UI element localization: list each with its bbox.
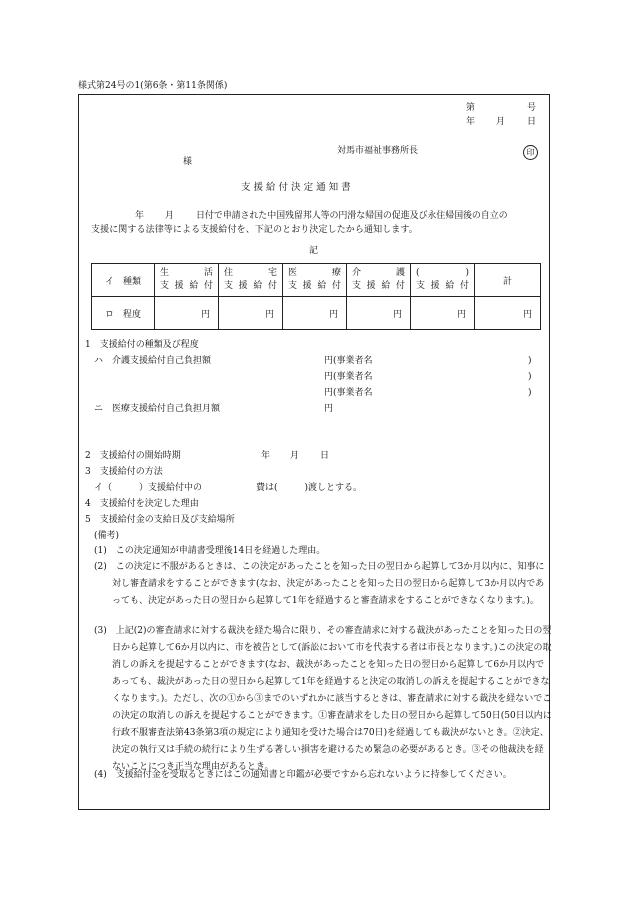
col-bottom: 支援給付 — [416, 281, 469, 291]
yen-cell: 円 — [475, 297, 541, 330]
yen-cell: 円 — [347, 297, 411, 330]
remark-2: (2) この決定に不服があるときは、この決定があったことを知った日の翌日から起算して3か月以内に、知事に対し審査請求をすることができます(なお、決定があったことを知った日の翌日から起算して3か月以内であっても、決定があった日の翌日から起算して1年を経過すると審査請求をすることができなくなります。)。 — [94, 562, 545, 606]
row-label-type: イ 種類 — [92, 264, 155, 297]
yen-cell: 円 — [411, 297, 475, 330]
seal-icon — [523, 145, 538, 160]
provider-close-1: ) — [528, 356, 532, 366]
col-other — [411, 264, 475, 297]
provider-close-2: ) — [528, 372, 532, 382]
section3-method: イ（ ）支援給付中の 費は( )渡しとする。 — [94, 483, 363, 493]
iryo-yen: 円 — [324, 404, 334, 414]
col-top: 生活 — [160, 267, 213, 278]
col-top: 医療 — [288, 267, 341, 278]
section1-heading: 1 支援給付の種類及び程度 — [85, 340, 199, 350]
intro-line1: 日付で申請された中国残留邦人等の円滑な帰国の促進及び永住帰国後の自立の — [196, 211, 508, 221]
remark-3: (3) 上記(2)の審査請求に対する裁決を経た場合に限り、その審査請求に対する裁決があったことを知った日の翌日から起算して6か月以内に、市を被告として(訴訟において市を代表する者は市長となります。)この決定の取消しの訴えを提起することができます(なお、裁決があったことを知った日の翌日から起算して6か月以内であっても、裁決があった日の翌日から起算して1年を経過すると決定の取消しの訴えを提起することができなくなります。)。ただし、次の①から③までのいずれかに該当するときは、審査請求に対する裁決を経ないでこの決定の取消しの訴えを提起することができます。①審査請求をした日の翌日から起算して50日(50日以内に行政不服審査法第43条第3項の規定により通知を受けた場合は70日)を経過しても裁決がないとき。②決定、決定の執行又は手続の続行により生ずる著しい損害を避けるため緊急の必要があるとき。③その他裁決を経ないことにつき正当な理由があるとき。 — [94, 626, 552, 772]
section3-heading: 3 支援給付の方法 — [85, 467, 163, 477]
col-bottom: 支援給付 — [288, 281, 341, 291]
remarks-heading: (備考) — [94, 531, 120, 541]
seal-text: 印 — [526, 148, 535, 157]
provider-line-3: 円(事業者名 — [324, 388, 373, 398]
intro-month: 月 — [165, 211, 175, 221]
iryo-self-pay-label: ニ 医療支援給付自己負担月額 — [94, 404, 221, 414]
col-seikatsu — [155, 264, 219, 297]
col-total: 計 — [475, 264, 541, 297]
doc-number-prefix: 第 — [466, 103, 476, 113]
col-top: 住宅 — [224, 267, 277, 278]
start-day: 日 — [320, 451, 330, 461]
col-bottom: 支援給付 — [352, 281, 405, 291]
col-top: ( ) — [416, 267, 469, 278]
date-year: 年 — [466, 117, 476, 127]
ki-label: 記 — [309, 246, 319, 256]
kaigo-self-pay-label: ハ 介護支援給付自己負担額 — [94, 356, 212, 366]
yen-cell: 円 — [155, 297, 219, 330]
form-number: 様式第24号の1(第6条・第11条関係) — [78, 81, 228, 91]
col-bottom: 支援給付 — [160, 281, 213, 291]
remark-4: (4) 支援給付金を受取るときにはこの通知書と印鑑が必要ですから忘れないように持参してください。 — [94, 770, 512, 780]
provider-close-3: ) — [528, 388, 532, 398]
yen-cell: 円 — [219, 297, 283, 330]
benefit-table — [91, 263, 541, 330]
provider-line-1: 円(事業者名 — [324, 356, 373, 366]
provider-line-2: 円(事業者名 — [324, 372, 373, 382]
col-jutaku — [219, 264, 283, 297]
yen-cell: 円 — [283, 297, 347, 330]
section2-heading: 2 支援給付の開始時期 — [85, 451, 181, 461]
date-month: 月 — [496, 117, 506, 127]
remark-1: (1) この決定通知が申請書受理後14日を経過した理由。 — [94, 546, 326, 556]
doc-number-suffix: 号 — [527, 103, 537, 113]
page-title: 支 援 給 付 決 定 通 知 書 — [241, 182, 351, 193]
col-kaigo — [347, 264, 411, 297]
table-row — [92, 297, 541, 330]
start-month: 月 — [290, 451, 300, 461]
col-iryo — [283, 264, 347, 297]
recipient-suffix: 様 — [183, 157, 193, 167]
row-label-amount: ロ 程度 — [92, 297, 155, 330]
section5-heading: 5 支援給付金の支給日及び支給場所 — [85, 515, 235, 525]
issuer-name: 対馬市福祉事務所長 — [337, 146, 419, 156]
date-day: 日 — [527, 117, 537, 127]
table-row — [92, 264, 541, 297]
start-year: 年 — [261, 451, 271, 461]
col-bottom: 支援給付 — [224, 281, 277, 291]
section4-heading: 4 支援給付を決定した理由 — [85, 499, 199, 509]
intro-line2: 支援に関する法律等による支援給付を、下記のとおり決定したから通知します。 — [91, 225, 418, 235]
intro-year: 年 — [135, 211, 145, 221]
col-top: 介護 — [352, 267, 405, 278]
